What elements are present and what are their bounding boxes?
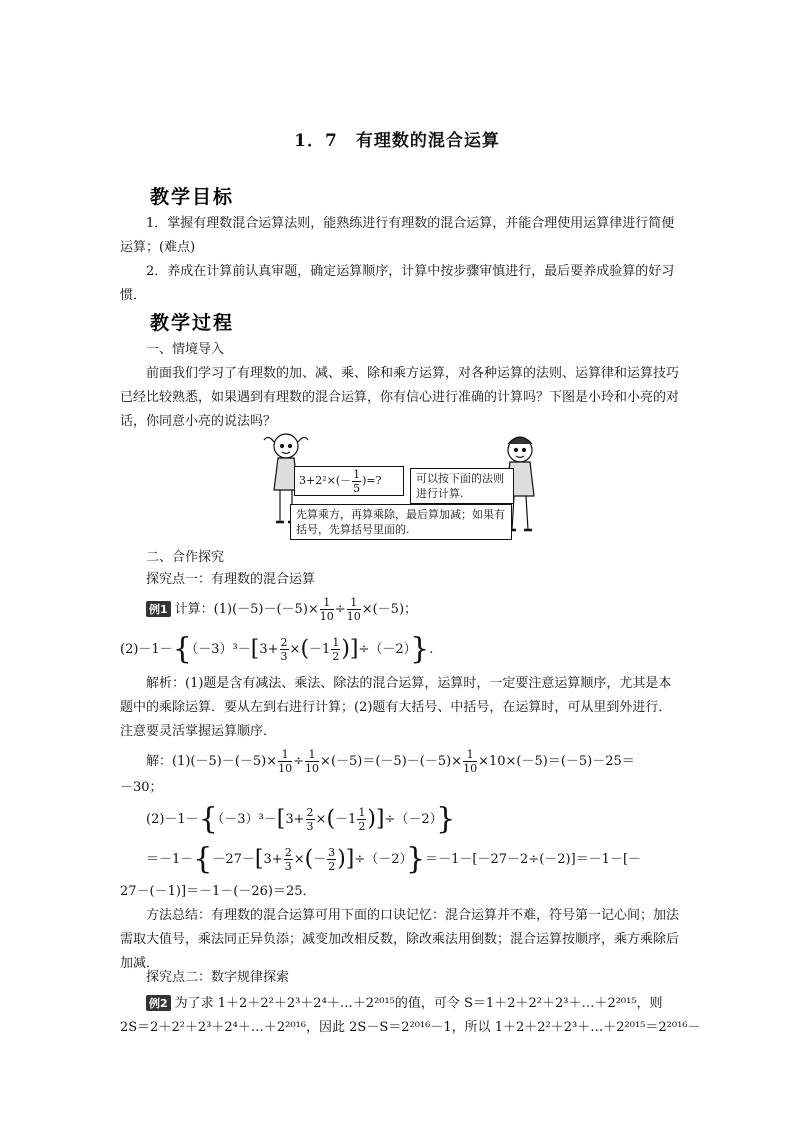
example1-tag: 例1	[146, 601, 171, 617]
section-heading-goals	[146, 182, 476, 208]
goal-1: 1．掌握有理数混合运算法则，能熟练进行有理数的混合运算，并能合理使用运算律进行简便运算；(难点)	[120, 216, 675, 255]
part1-heading: 一、情境导入	[146, 342, 225, 357]
point2-heading: 探究点二：数字规律探索	[146, 970, 290, 985]
method-summary: 方法总结：有理数的混合运算可用下面的口诀记忆：混合运算并不难，符号第一记心间；加法需取大值号，乘法同正异负添；减变加改相反数，除改乘法用倒数；混合运算按顺序，乘方乘除后加减．	[120, 908, 680, 971]
example2-line2: 2S＝2＋2²＋2³＋2⁴＋…＋2²⁰¹⁶，因此 2S－S＝2²⁰¹⁶－1，所以 1＋2＋2²＋2³＋…＋2²⁰¹⁵＝2²⁰¹⁶－	[120, 1020, 701, 1035]
intro-paragraph: 前面我们学习了有理数的加、减、乘、除和乘方运算，对各种运算的法则、运算律和运算技巧已经比较熟悉，如果遇到有理数的混合运算，你有信心进行准确的计算吗？下图是小玲和小亮的对话，你同意小亮的说法吗？	[120, 366, 680, 429]
dialogue-illustration	[262, 430, 542, 540]
page-title: 1．7 有理数的混合运算	[294, 131, 500, 151]
heading-label: 教学目标	[150, 186, 235, 208]
bubble-fraction: $\frac{1}{5}$	[353, 467, 361, 495]
bubble-question-end: )=?	[362, 474, 382, 487]
example2-tag: 例2	[146, 995, 171, 1011]
boy-reply-bubble: 可以按下面的法则进行计算.	[410, 468, 514, 504]
solution-part2-end: 27－(－1)]＝－1－(－26)＝25．	[120, 884, 316, 899]
example2-line1: 例2 为了求 1＋2＋2²＋2³＋2⁴＋…＋2²⁰¹⁵的值，可令 S＝1＋2＋2²＋2³＋…＋2²⁰¹⁵，则	[146, 992, 663, 1011]
solution-part2-step: ＝－1－{－27－[3+ $\frac{2}{3}$ ×(－ $\frac{3}{2}$ )]÷（－2）}＝－1－[－27－2÷(－2)]＝－1－[－	[146, 841, 642, 877]
girl-question-bubble	[294, 466, 404, 496]
example1-part2: (2)－1－{（－3）³－[3+ $\frac{2}{3}$ ×(－1 $\frac{1}{2}$ )]÷（－2）}.	[120, 631, 434, 667]
analysis-paragraph: 解析：(1)题是含有减法、乘法、除法的混合运算，运算时，一定要注意运算顺序，尤其是本题中的乘除运算．要从左到右进行计算；(2)题有大括号、中括号，在运算时，可从里到外进行．注意要灵活掌握运算顺序．	[120, 676, 672, 739]
example1-line: 例1 计算：(1)(－5)－(－5)× $\frac{1}{10}$ ÷ $\frac{1}{10}$ ×(－5)；	[146, 596, 417, 623]
goal-2: 2．养成在计算前认真审题，确定运算顺序，计算中按步骤审慎进行，最后要养成验算的好习惯．	[120, 264, 675, 303]
rule-bubble: 先算乘方，再算乘除，最后算加减；如果有括号，先算括号里面的.	[290, 504, 512, 540]
solution-line1: 解：(1)(－5)－(－5)× $\frac{1}{10}$ ÷ $\frac{1}{10}$ ×(－5)＝(－5)－(－5)× $\frac{1}{10}$ ×10×(－5)＝(－5)－25＝	[146, 748, 635, 775]
solution-line1-end: －30；	[120, 780, 163, 795]
point1-heading: 探究点一：有理数的混合运算	[146, 572, 316, 587]
solution-part2: (2)－1－{（－3）³－[3+ $\frac{2}{3}$ ×(－1 $\frac{1}{2}$ )]÷（－2）}	[146, 801, 456, 837]
bubble-question-text: 3+2²×(－	[299, 474, 352, 487]
part2-heading: 二、合作探究	[146, 550, 225, 565]
section-heading-process	[146, 308, 476, 334]
heading-label: 教学过程	[150, 312, 235, 334]
